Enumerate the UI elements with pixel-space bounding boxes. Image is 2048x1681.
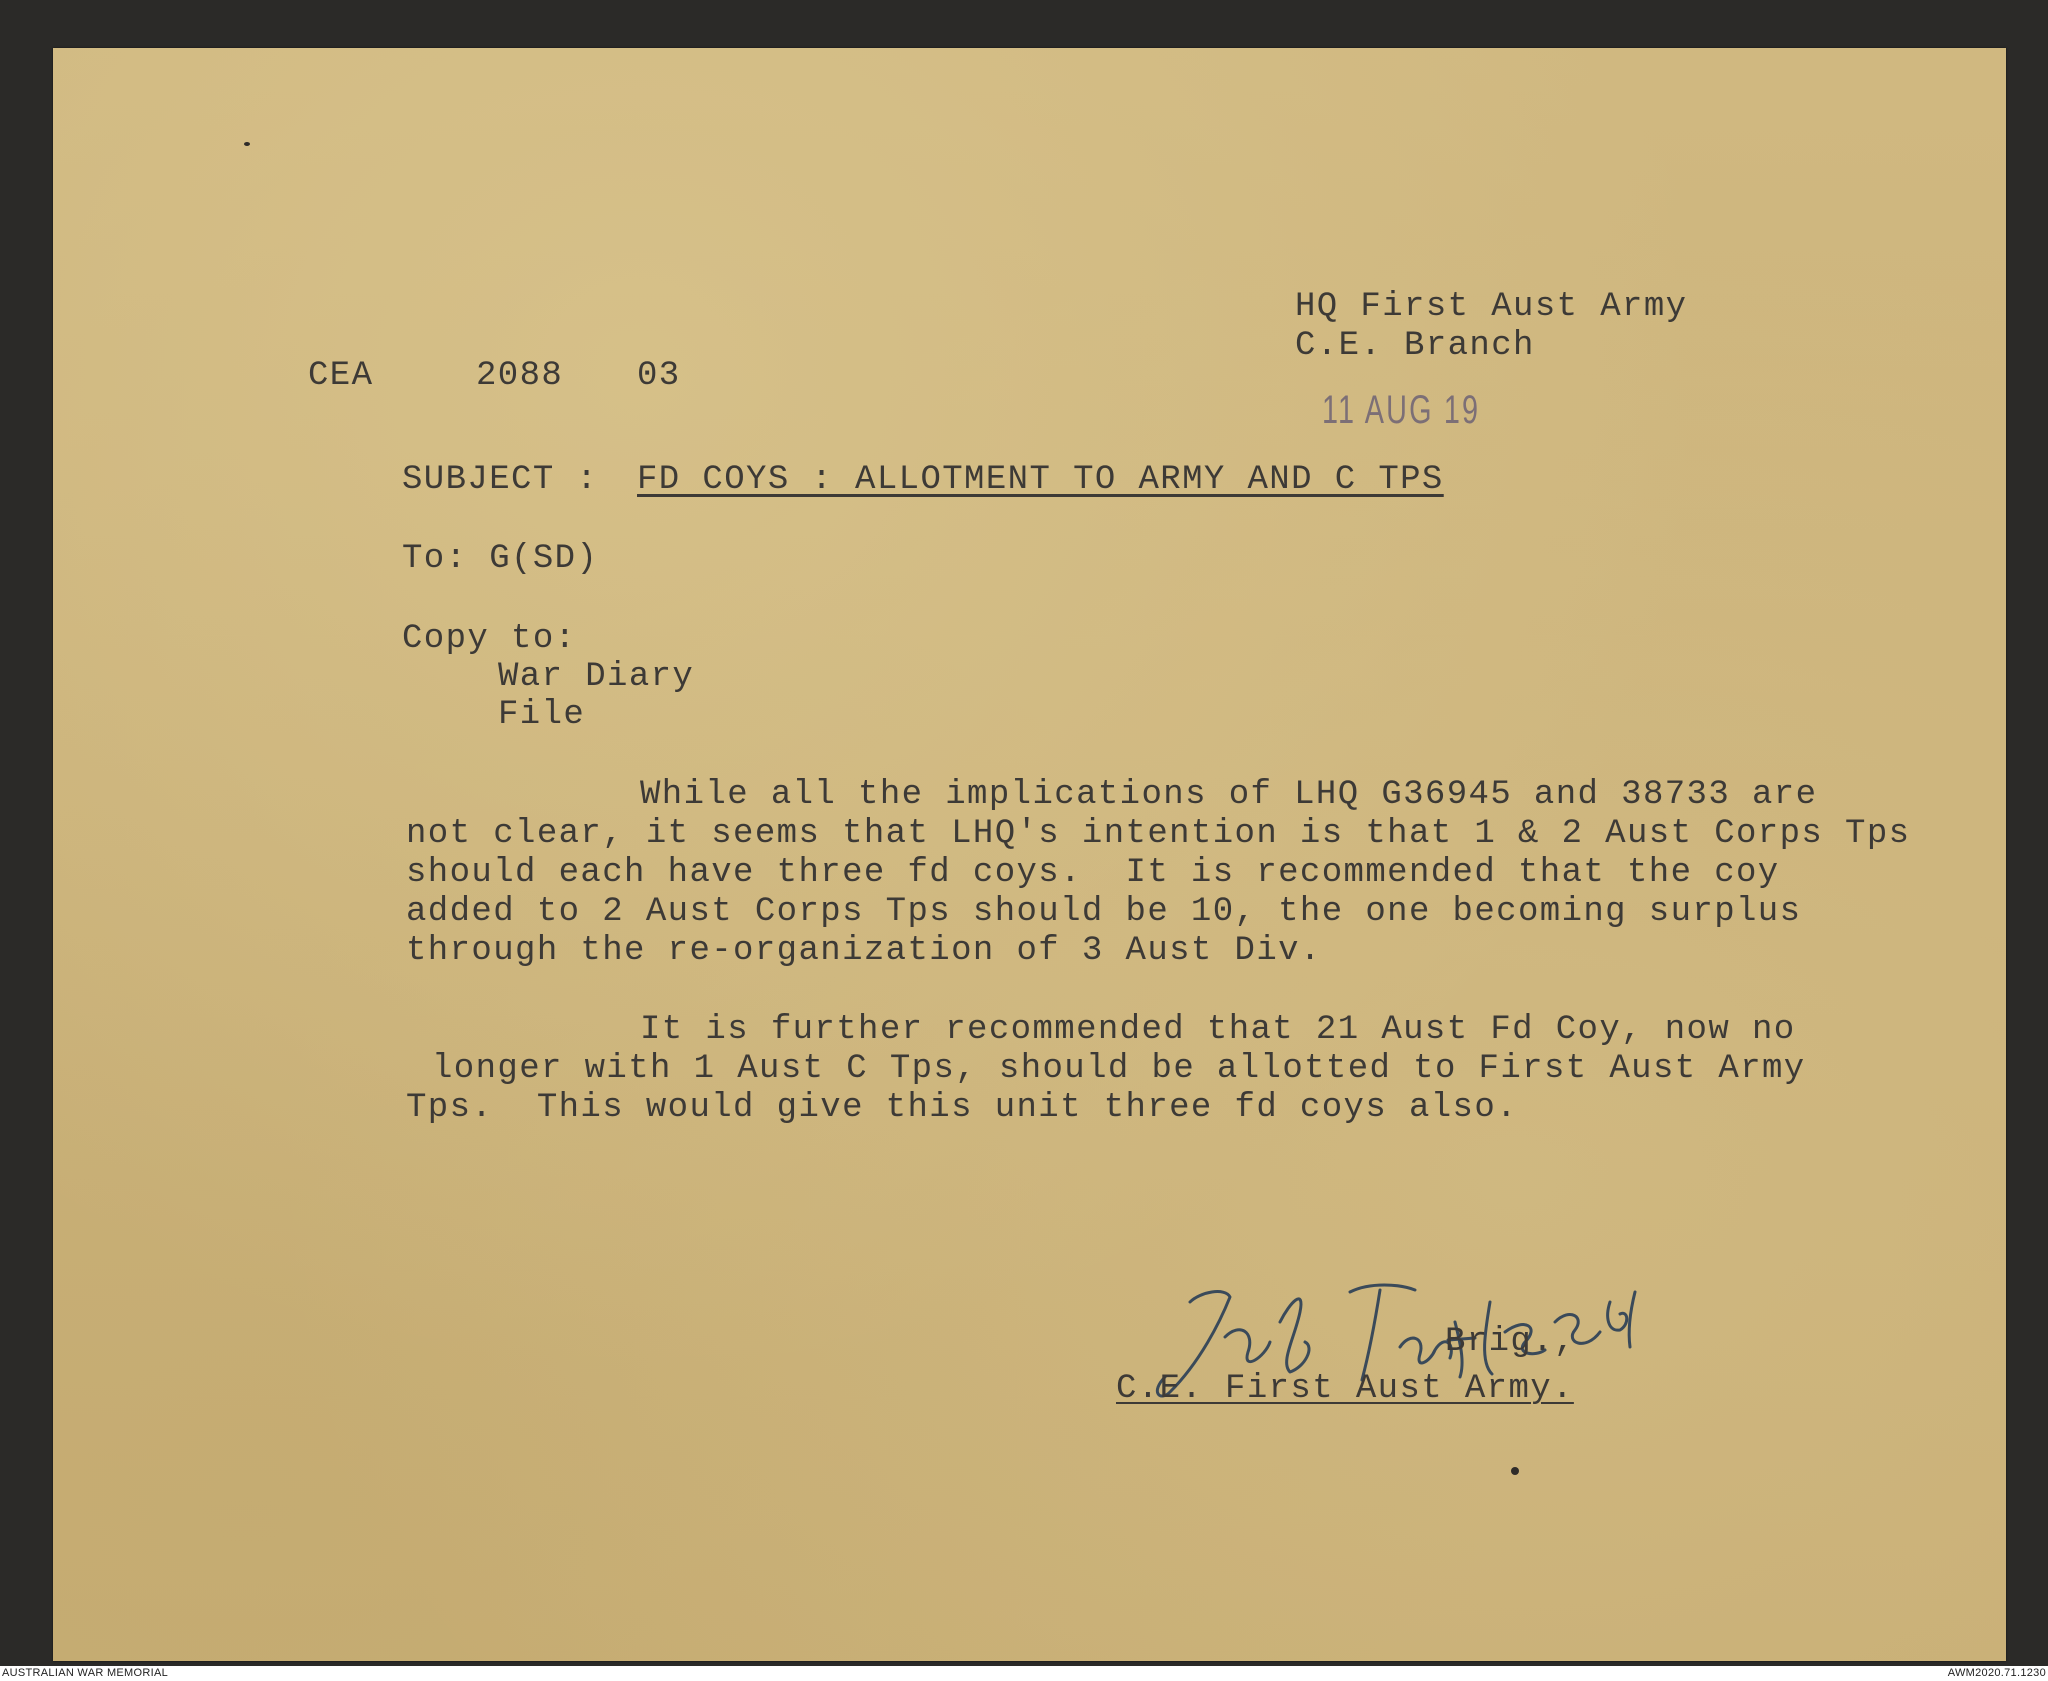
ink-speck bbox=[244, 142, 250, 146]
paragraph-2-line: Tps. This would give this unit three fd coys also. bbox=[406, 1089, 1518, 1127]
signature-title: C.E. First Aust Army. bbox=[1116, 1370, 1574, 1408]
caption-strip bbox=[0, 1666, 2048, 1681]
to-line: To: G(SD) bbox=[402, 540, 599, 578]
paragraph-1-line: added to 2 Aust Corps Tps should be 10, the one becoming surplus bbox=[406, 893, 1802, 931]
paragraph-1-line: not clear, it seems that LHQ's intention is that 1 & 2 Aust Corps Tps bbox=[406, 815, 1911, 853]
subject-text: FD COYS : ALLOTMENT TO ARMY AND C TPS bbox=[637, 461, 1444, 499]
paragraph-1-line: While all the implications of LHQ G36945 and 38733 are bbox=[640, 776, 1818, 814]
paragraph-1-line: should each have three fd coys. It is recommended that the coy bbox=[406, 854, 1780, 892]
copy-recipient: File bbox=[498, 696, 586, 734]
reference-prefix: CEA bbox=[308, 357, 374, 395]
paragraph-2-line: It is further recommended that 21 Aust Fd Coy, now no bbox=[640, 1011, 1796, 1049]
header-line-1: HQ First Aust Army bbox=[1295, 288, 1688, 326]
copy-recipient: War Diary bbox=[498, 658, 695, 696]
reference-number: 2088 bbox=[476, 357, 564, 395]
date-stamp: 11 AUG 19 bbox=[1322, 388, 1481, 432]
paragraph-1-line: through the re-organization of 3 Aust Div. bbox=[406, 932, 1322, 970]
paragraph-2-line: longer with 1 Aust C Tps, should be allotted to First Aust Army bbox=[432, 1050, 1806, 1088]
ink-speck bbox=[1511, 1467, 1519, 1475]
signature-rank: Brig., bbox=[1445, 1323, 1576, 1361]
reference-suffix: 03 bbox=[637, 357, 681, 395]
copy-to-label: Copy to: bbox=[402, 620, 577, 658]
subject-label: SUBJECT : bbox=[402, 461, 599, 499]
archive-reference: AWM2020.71.1230 bbox=[1947, 1667, 2046, 1679]
header-line-2: C.E. Branch bbox=[1295, 327, 1535, 365]
archive-credit: AUSTRALIAN WAR MEMORIAL bbox=[2, 1667, 169, 1679]
